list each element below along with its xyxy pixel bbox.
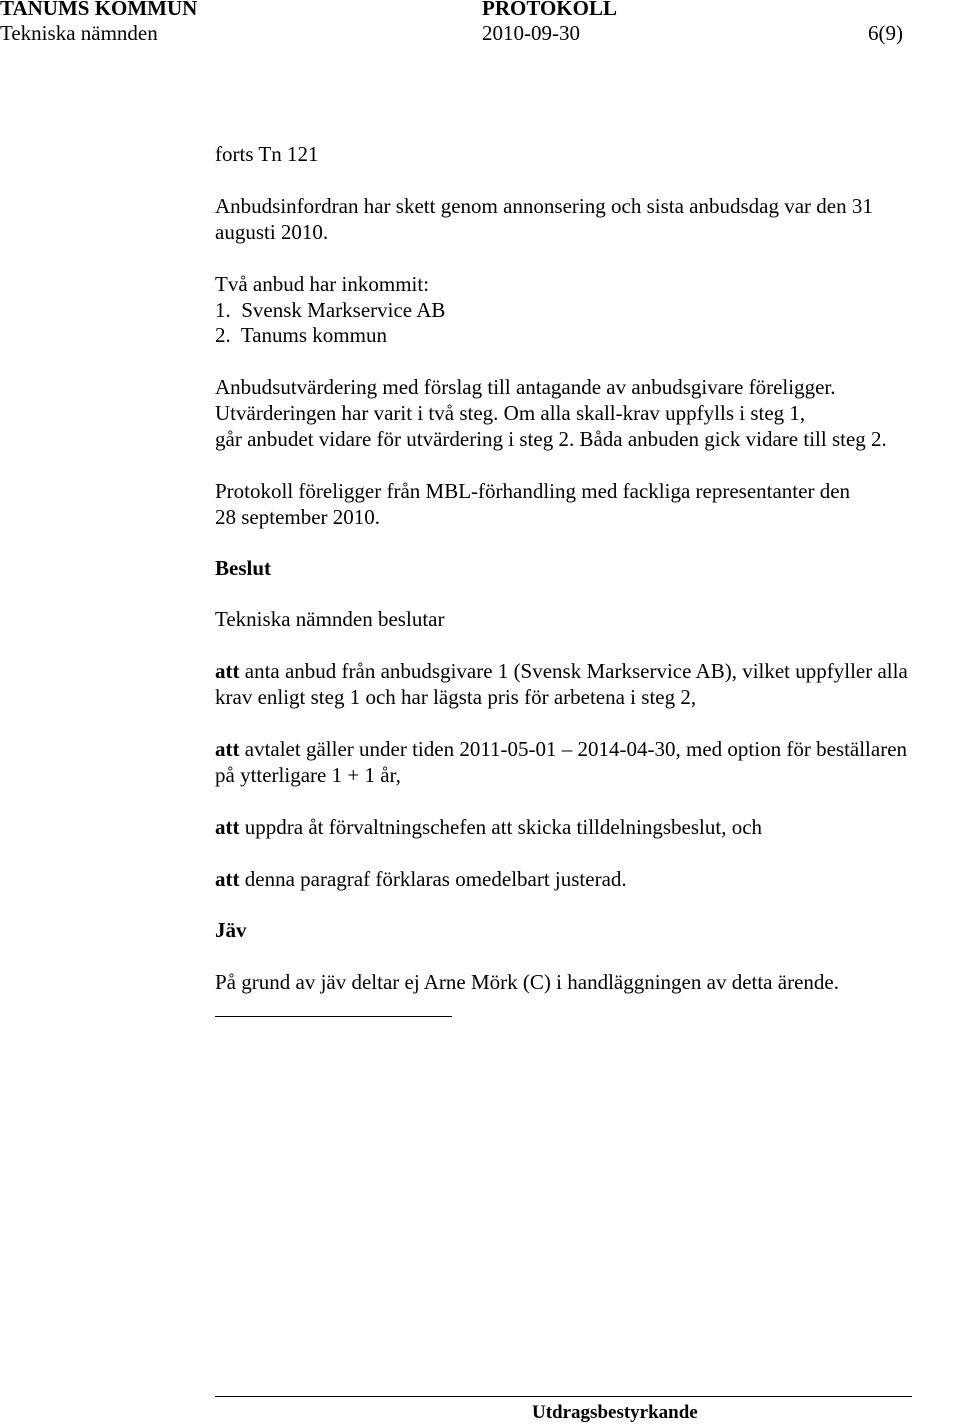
decision-clause-1-line-1 xyxy=(215,658,908,684)
conflict-heading: Jäv xyxy=(215,918,247,942)
evaluation-line-2: Utvärderingen har varit i två steg. Om alla skall-krav uppfylls i steg 1, xyxy=(215,401,806,425)
mbl-line-2: 28 september 2010. xyxy=(215,505,381,529)
section-end-rule xyxy=(215,1016,452,1017)
decision-clause-4 xyxy=(215,866,627,892)
conflict-text: På grund av jäv deltar ej Arne Mörk (C) i handläggningen av detta ärende. xyxy=(215,970,839,994)
bids-intro: Två anbud har inkommit: xyxy=(215,272,430,296)
footer-rule xyxy=(215,1396,912,1397)
tender-info-line-1: Anbudsinfordran har skett genom annonsering och sista anbudsdag var den 31 xyxy=(215,194,873,218)
decision-text: avtalet gäller under tiden 2011-05-01 – 2014-04-30, med option för beställaren xyxy=(239,737,908,761)
decision-text: uppdra åt förvaltningschefen att skicka tilldelningsbeslut, och xyxy=(239,815,763,839)
mbl-line-1: Protokoll föreligger från MBL-förhandling med fackliga representanter den xyxy=(215,479,851,503)
decision-clause-3 xyxy=(215,814,762,840)
document-type: PROTOKOLL xyxy=(482,0,617,20)
decision-clause-2-line-2: på ytterligare 1 + 1 år, xyxy=(215,763,401,787)
continuation-label: forts Tn 121 xyxy=(215,142,319,166)
att-keyword: att xyxy=(215,867,240,891)
decision-clause-1-line-2: krav enligt steg 1 och har lägsta pris för arbetena i steg 2, xyxy=(215,685,697,709)
page-number: 6(9) xyxy=(868,21,903,45)
att-keyword: att xyxy=(215,737,240,761)
decision-heading: Beslut xyxy=(215,556,272,580)
decision-text: denna paragraf förklaras omedelbart justerad. xyxy=(239,867,627,891)
meeting-date: 2010-09-30 xyxy=(482,21,580,45)
att-keyword: att xyxy=(215,815,240,839)
bid-item: 2. Tanums kommun xyxy=(215,323,387,347)
tender-info-line-2: augusti 2010. xyxy=(215,220,329,244)
bid-item: 1. Svensk Markservice AB xyxy=(215,298,446,322)
decision-clause-2-line-1 xyxy=(215,736,907,762)
committee-name: Tekniska nämnden xyxy=(0,21,158,45)
evaluation-line-3: går anbudet vidare för utvärdering i steg 2. Båda anbuden gick vidare till steg 2. xyxy=(215,427,887,451)
att-keyword: att xyxy=(215,659,240,683)
decision-intro: Tekniska nämnden beslutar xyxy=(215,607,445,631)
organization-name: TANUMS KOMMUN xyxy=(0,0,198,20)
decision-text: anta anbud från anbudsgivare 1 (Svensk Markservice AB), vilket uppfyller alla xyxy=(239,659,908,683)
evaluation-line-1: Anbudsutvärdering med förslag till antagande av anbudsgivare föreligger. xyxy=(215,375,836,399)
certification-label: Utdragsbestyrkande xyxy=(532,1402,698,1423)
